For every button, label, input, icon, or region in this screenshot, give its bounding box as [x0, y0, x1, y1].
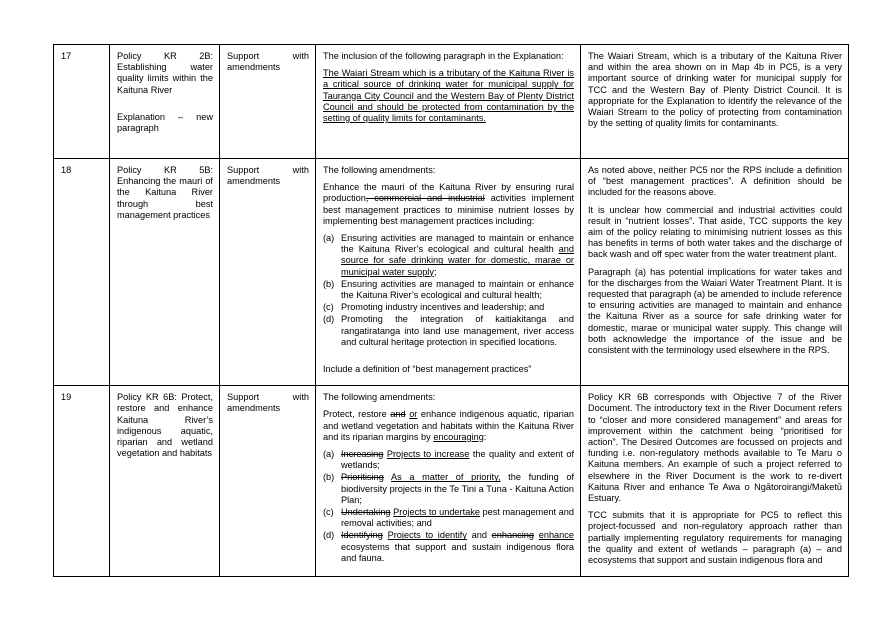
- reason-paragraph: Paragraph (a) has potential implications for water takes and for the discharges from the Waiari Water Treatment Plant. It is requested that paragraph (a) be amended to include reference to ensuring activities are managed to maintain and enhance the Kaituna River as a source for safe drinking water for domestic, marae or municipal water supply. This change will both acknowledge the importance of the issue and be consistent with the terminology used elsewhere in the RPS.: [588, 266, 842, 356]
- item-marker: (c): [323, 302, 334, 313]
- item-text: Ensuring activities are managed to maintain or enhance the Kaituna River’s ecological and cultural health;: [341, 278, 574, 301]
- item-punct: ;: [433, 266, 437, 277]
- proposal-intro: The following amendments:: [323, 392, 436, 403]
- inserted-text: or: [409, 409, 418, 420]
- inserted-paragraph: The Waiari Stream which is a tributary of the Kaituna River is a critical source of drinking water for municipal supply for Tauranga City Council and the Western Bay of Plenty District Council and should be protected from contamination by the setting of quality limits for contaminants.: [323, 68, 574, 124]
- proposal-intro: The following amendments:: [323, 165, 436, 175]
- inserted-text: Projects to identify: [387, 530, 467, 541]
- policy-cell: [110, 159, 220, 386]
- policy-cell: [110, 386, 220, 577]
- inserted-text: enhance: [538, 530, 574, 541]
- list-item: [323, 314, 574, 348]
- table-row: [54, 159, 849, 386]
- item-text: Promoting the integration of kaitiakitanga and rangatiratanga into land use management, river access and cultural heritage protection in specified locations.: [341, 314, 574, 347]
- body-text: Protect, restore: [323, 409, 391, 420]
- amendment-list: [323, 449, 574, 564]
- support-cell: Support with amendments: [220, 386, 316, 577]
- deleted-text: Undertaking: [341, 507, 391, 518]
- row-number: 18: [54, 159, 110, 386]
- item-body: Ensuring activities are managed to maintain or enhance the Kaituna River’s ecological and cultural health: [341, 233, 574, 255]
- item-body: the quality and extent of wetlands;: [341, 449, 574, 471]
- reasons-cell: [581, 159, 849, 386]
- deleted-text: , commercial and industrial: [365, 193, 485, 204]
- policy-extra: Explanation – new paragraph: [117, 111, 213, 134]
- item-body: the funding of biodiversity projects in the Te Tini a Tuna - Kaituna Action Plan;: [341, 472, 575, 505]
- list-item: [323, 472, 574, 506]
- reason-paragraph: Policy KR 6B corresponds with Objective 7 of the River Document. The introductory text in the River Document refers to “closer and more considered management” and areas for improvement within the catchment being “prioritised for action”. The Desired Outcomes are focussed on projects and funding i.e. non-regulatory methods available to Te Maru o Kaituna members. An example of such a project referred to elsewhere in the River Document is the work to re-divert Kaituna River and enhance Te Awa o Ngātoroirangi/Maketū Estuary.: [588, 392, 842, 504]
- proposal-intro: The inclusion of the following paragraph in the Explanation:: [323, 51, 564, 61]
- deleted-text: Increasing: [341, 449, 384, 460]
- inserted-text: As a matter of priority,: [391, 472, 501, 483]
- item-body: and: [466, 530, 492, 541]
- submission-table: [53, 44, 849, 577]
- inserted-text: Projects to undertake: [393, 507, 480, 518]
- body-text: :: [483, 431, 487, 442]
- list-item: [323, 449, 574, 471]
- proposal-body: [323, 409, 574, 443]
- list-item: [323, 507, 574, 529]
- policy-cell: [110, 45, 220, 159]
- policy-title: Policy KR 6B: Protect, restore and enhance Kaituna River’s indigenous aquatic, riparian and wetland vegetation and habitats: [117, 392, 213, 459]
- support-cell: Support with amendments: [220, 159, 316, 386]
- amendment-list: [323, 233, 574, 348]
- item-marker: (d): [323, 314, 335, 325]
- item-text: [341, 530, 574, 564]
- reasons-cell: [581, 45, 849, 159]
- deleted-text: and: [390, 409, 406, 420]
- item-text: [341, 472, 574, 506]
- list-item: [323, 233, 574, 278]
- item-text: [341, 449, 574, 471]
- row-number: 17: [54, 45, 110, 159]
- reason-paragraph: It is unclear how commercial and industrial activities could result in “nutrient losses”. That aside, TCC supports the key aim of the policy relating to minimising nutrient losses as this has benefits in terms of both water takes and the discharge of back wash and off spec water from the water treatment plant.: [588, 204, 842, 260]
- item-text: [341, 507, 574, 529]
- item-marker: (d): [323, 530, 335, 541]
- support-cell: Support with amendments: [220, 45, 316, 159]
- list-item: [323, 530, 574, 564]
- row-number: 19: [54, 386, 110, 577]
- item-text: [341, 233, 574, 278]
- item-marker: (a): [323, 449, 335, 460]
- deleted-text: Identifying: [341, 530, 383, 541]
- inserted-text: and source for safe drinking water for domestic, marae or municipal water supply: [341, 244, 574, 277]
- deleted-text: Prioritising: [341, 472, 384, 483]
- list-item: [323, 279, 574, 301]
- item-body: pest management and removal activities; and: [341, 507, 575, 529]
- reasons-cell: [581, 386, 849, 577]
- item-marker: (b): [323, 278, 335, 289]
- body-text: Enhance the mauri of the Kaituna River by ensuring rural production: [323, 182, 574, 204]
- policy-title: Policy KR 2B: Establishing water quality limits within the Kaituna River: [117, 51, 213, 95]
- closing-text: Include a definition of “best management practices”: [323, 364, 532, 375]
- inserted-text: encouraging: [433, 431, 484, 442]
- list-item: [323, 302, 574, 313]
- inserted-text: Projects to increase: [386, 449, 470, 460]
- item-marker: (c): [323, 507, 334, 518]
- body-text: activities implement best management practices to minimise nutrient losses by implementing best management practices including:: [323, 193, 574, 226]
- policy-title: Policy KR 5B: Enhancing the mauri of the Kaituna River through best management practices: [117, 165, 213, 220]
- body-text: enhance indigenous aquatic, riparian and wetland vegetation and habitats within the Kaituna River and its riparian margins by: [323, 409, 574, 442]
- item-marker: (a): [323, 233, 335, 244]
- proposal-cell: [316, 386, 581, 577]
- deleted-text: enhancing: [491, 530, 535, 541]
- proposal-cell: [316, 45, 581, 159]
- reason-paragraph: TCC submits that it is appropriate for PC5 to reflect this project-focussed and non-regulatory approach rather than partially implementing regulatory requirements for managing the quality and extent of wetlands – paragraph (a) – and ecosystems that support and sustain indigenous flora and: [588, 510, 842, 566]
- proposal-cell: [316, 159, 581, 386]
- table-row: [54, 45, 849, 159]
- item-marker: (b): [323, 472, 335, 483]
- table-row: [54, 386, 849, 577]
- item-text: Promoting industry incentives and leadership; and: [341, 302, 545, 313]
- proposal-body: [323, 182, 574, 227]
- reason-paragraph: As noted above, neither PC5 nor the RPS include a definition of “best management practices”. A definition should be included for the reasons above.: [588, 165, 842, 198]
- reason-paragraph: The Waiari Stream, which is a tributary of the Kaituna River and within the area shown on in Map 4b in PC5, is a very important source of drinking water for municipal supply for TCC and the Western Bay of Plenty District Council. It is appropriate for the Explanation to identify the relevance of the Waiari Stream to the policy of protecting from contamination by the setting of quality limits for contaminants.: [588, 51, 842, 129]
- item-body: ecosystems that support and sustain indigenous flora and fauna.: [341, 541, 574, 563]
